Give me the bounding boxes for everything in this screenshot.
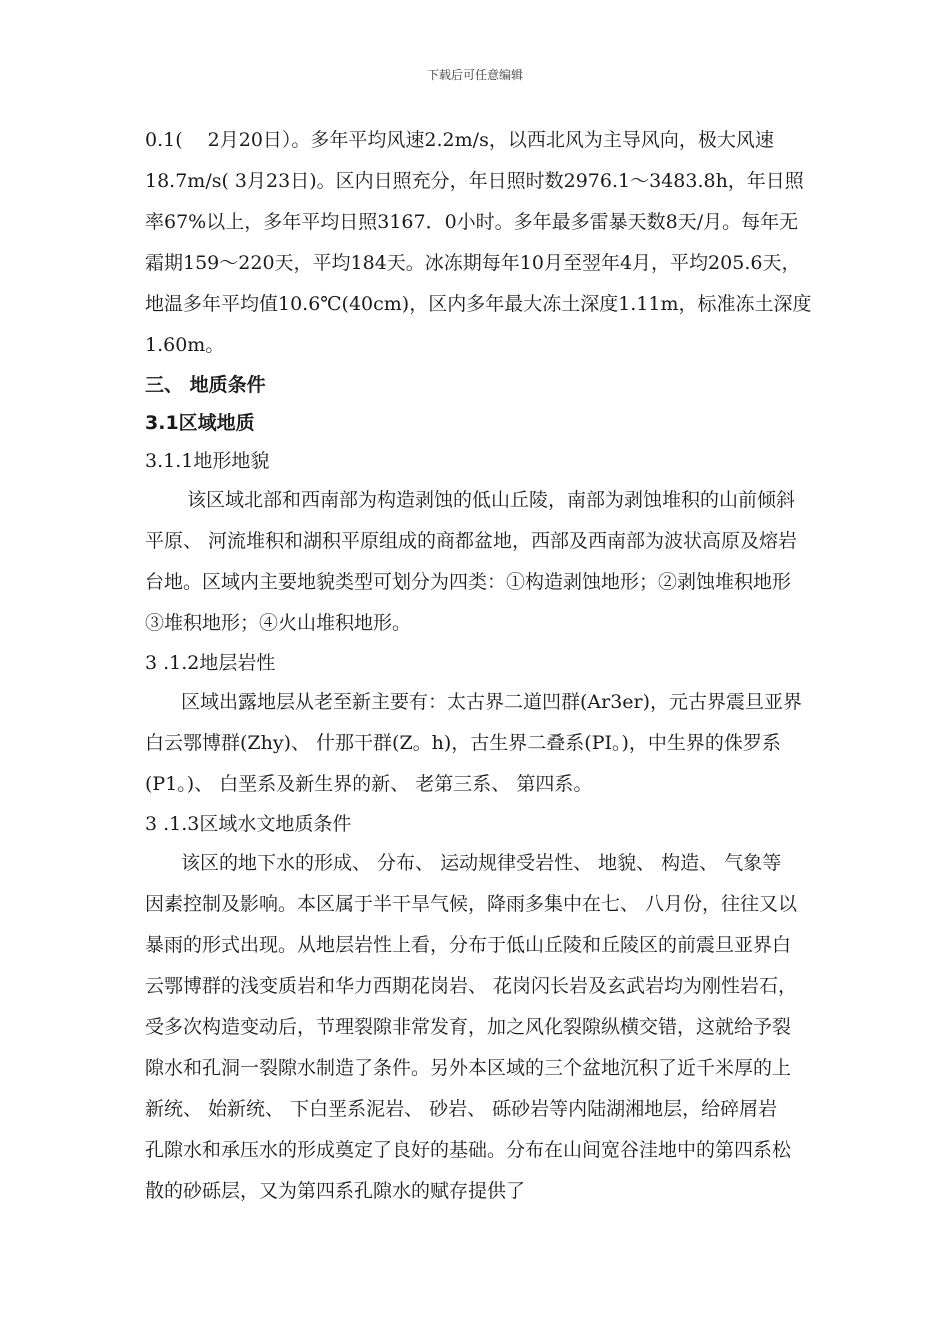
text-line: 散的砂砾层，又为第四系孔隙水的赋存提供了	[145, 1180, 526, 1202]
text-line: 18.7m/s( 3月23日)。区内日照充分，年日照时数2976.1～3483.8h，年日照	[145, 170, 804, 192]
subsubsection-heading: 3 .1.2地层岩性	[145, 652, 276, 674]
text-line: 白云鄂博群(Zhy)、 什那干群(Z。h)，古生界二叠系(PI。)，中生界的侏罗系	[145, 732, 781, 754]
subsection-heading: 3.1区域地质	[145, 412, 255, 434]
text-line: 隙水和孔洞一裂隙水制造了条件。另外本区域的三个盆地沉积了近千米厚的上	[145, 1057, 792, 1079]
strata-paragraph	[145, 682, 813, 805]
text-line: 区域出露地层从老至新主要有：太古界二道凹群(Ar3er)，元古界震旦亚界	[181, 691, 803, 713]
hydrogeology-paragraph	[145, 843, 813, 1212]
text-line: 平原、 河流堆积和湖积平原组成的商都盆地，西部及西南部为波状高原及熔岩	[145, 530, 798, 552]
text-line: 暴雨的形式出现。从地层岩性上看，分布于低山丘陵和丘陵区的前震旦亚界白	[145, 934, 792, 956]
text-line: 该区域北部和西南部为构造剥蚀的低山丘陵，南部为剥蚀堆积的山前倾斜	[187, 489, 796, 511]
text-line: (P1。)、 白垩系及新生界的新、 老第三系、 第四系。	[145, 773, 593, 795]
subsubsection-heading: 3.1.1地形地貌	[145, 450, 270, 472]
terrain-paragraph	[145, 480, 813, 644]
text-line: 受多次构造变动后，节理裂隙非常发育，加之风化裂隙纵横交错，这就给予裂	[145, 1016, 792, 1038]
text-line: 孔隙水和承压水的形成奠定了良好的基础。分布在山间宽谷洼地中的第四系松	[145, 1139, 792, 1161]
text-line: 率67%以上，多年平均日照3167．0小时。多年最多雷暴天数8天/月。每年无	[145, 211, 799, 233]
page-header: 下载后可任意编辑	[426, 68, 523, 82]
text-line: 0.1( 2月20日）。多年平均风速2.2m/s，以西北风为主导风向，极大风速	[145, 129, 774, 151]
subsubsection-heading: 3 .1.3区域水文地质条件	[145, 813, 352, 835]
text-line: 霜期159～220天，平均184天。冰冻期每年10月至翌年4月，平均205.6天，	[145, 252, 801, 274]
text-line: 该区的地下水的形成、 分布、 运动规律受岩性、 地貌、 构造、 气象等	[181, 852, 782, 874]
text-line: 因素控制及影响。本区属于半干旱气候，降雨多集中在七、 八月份，往往又以	[145, 893, 798, 915]
text-line: 新统、 始新统、 下白垩系泥岩、 砂岩、 砾砂岩等内陆湖湘地层，给碎屑岩	[145, 1098, 778, 1120]
text-line: ③堆积地形；④火山堆积地形。	[145, 612, 412, 634]
text-line: 云鄂博群的浅变质岩和华力西期花岗岩、 花岗闪长岩及玄武岩均为刚性岩石，	[145, 975, 798, 997]
text-line: 地温多年平均值10.6℃(40cm)，区内多年最大冻土深度1.11m，标准冻土深度	[145, 293, 812, 315]
climate-paragraph	[145, 120, 813, 366]
text-line: 台地。区域内主要地貌类型可划分为四类：①构造剥蚀地形；②剥蚀堆积地形	[145, 571, 792, 593]
section-heading: 三、 地质条件	[145, 374, 266, 396]
document-body	[145, 120, 813, 1212]
text-line: 1.60m。	[145, 334, 225, 356]
